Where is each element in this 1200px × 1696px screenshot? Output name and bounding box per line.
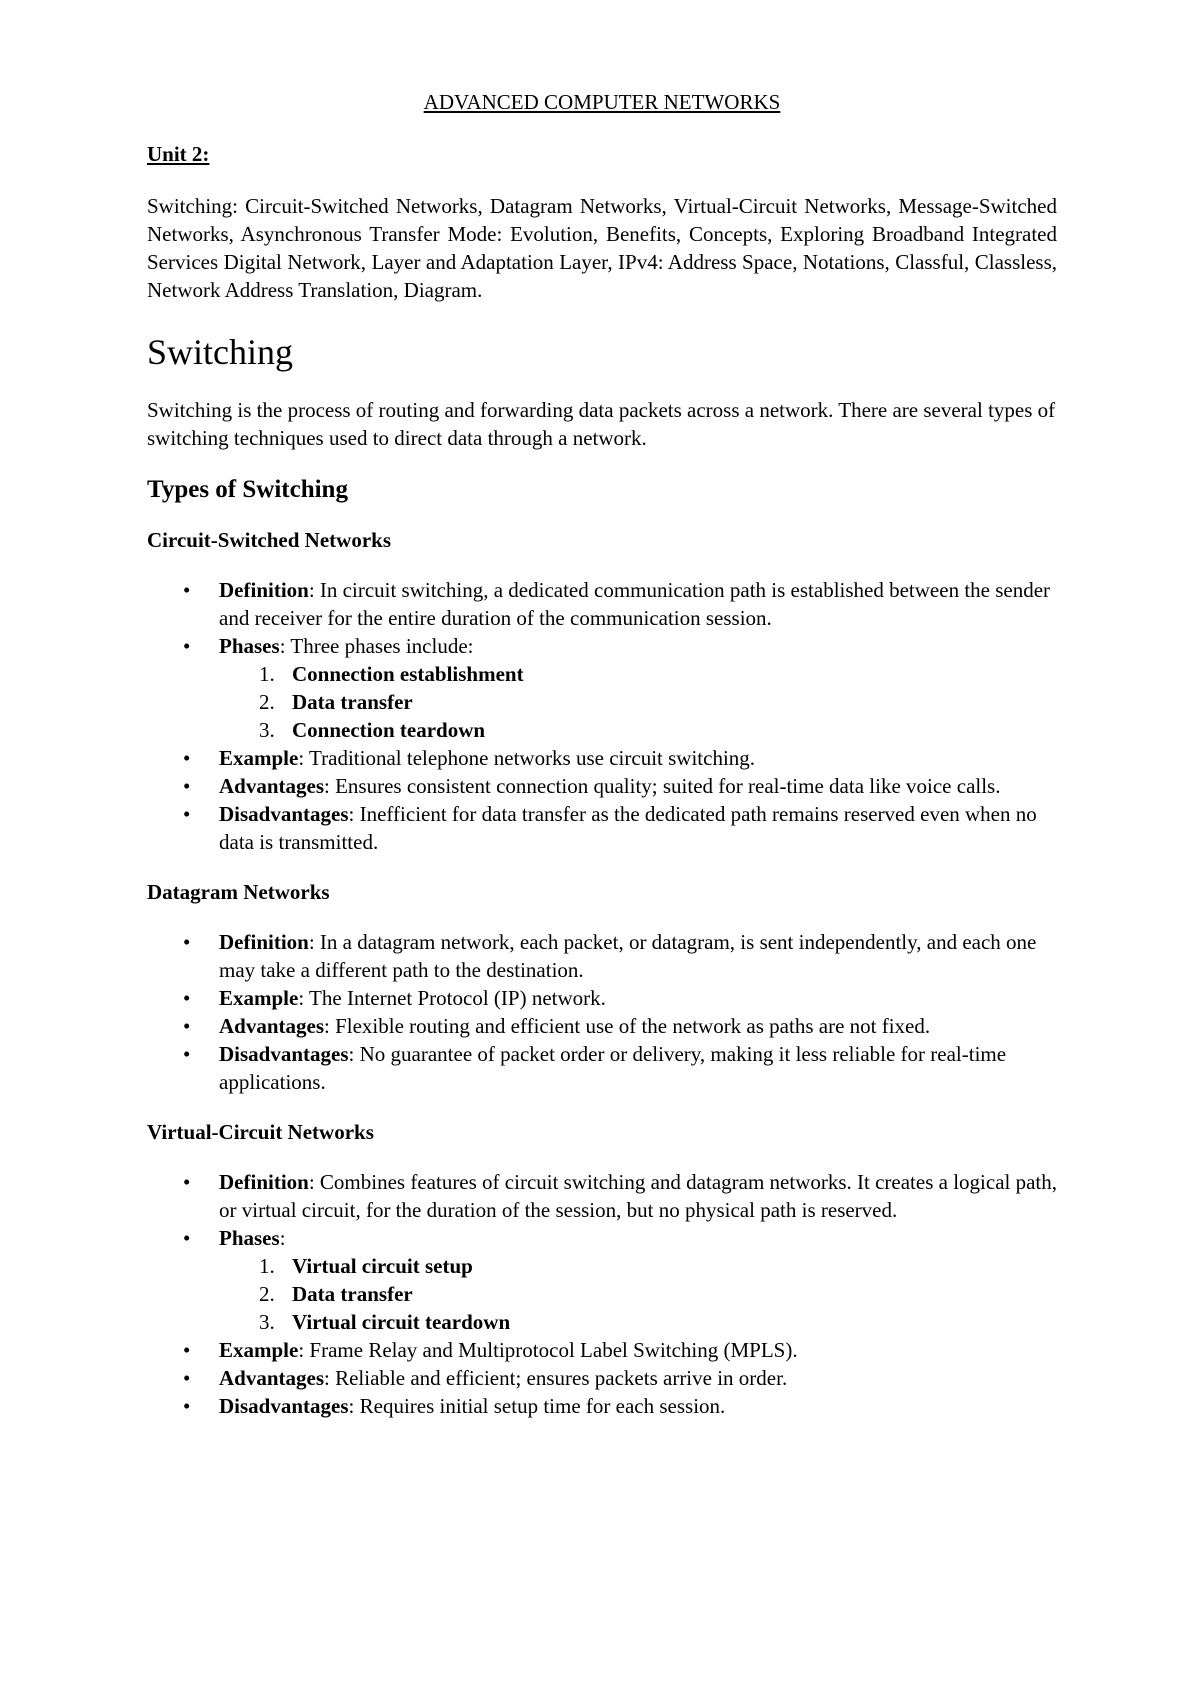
list-item (147, 1336, 1057, 1364)
example-label: Example (219, 746, 299, 770)
advantages-text: : Flexible routing and efficient use of the network as paths are not fixed. (324, 1014, 931, 1038)
phase-item (219, 688, 1057, 716)
datagram-heading: Datagram Networks (147, 880, 330, 904)
advantages-label: Advantages (219, 774, 325, 798)
phases-text: : Three phases include: (279, 634, 474, 658)
list-item (147, 1224, 1057, 1336)
list-item (147, 744, 1057, 772)
phases-text: : (279, 1226, 286, 1250)
disadvantages-label: Disadvantages (219, 1042, 349, 1066)
definition-label: Definition (219, 930, 309, 954)
document-title: ADVANCED COMPUTER NETWORKS (423, 90, 781, 114)
unit-label: Unit 2: (147, 142, 210, 166)
phases-label: Phases (219, 1226, 280, 1250)
definition-text: : In circuit switching, a dedicated communication path is established between the sender and receiver for the entire duration of the communication session. (219, 578, 1051, 630)
disadvantages-text: : Inefficient for data transfer as the dedicated path remains reserved even when no data is transmitted. (219, 802, 1037, 854)
datagram-list (147, 928, 1057, 1096)
list-item (147, 1012, 1057, 1040)
phase-label: Connection teardown (292, 718, 486, 742)
list-item (147, 1040, 1057, 1096)
example-text: : Frame Relay and Multiprotocol Label Switching (MPLS). (298, 1338, 798, 1362)
phase-item (219, 1308, 1057, 1336)
circuit-switched-heading: Circuit-Switched Networks (147, 528, 392, 552)
example-text: : The Internet Protocol (IP) network. (298, 986, 606, 1010)
types-of-switching-heading: Types of Switching (147, 476, 348, 503)
phase-label: Data transfer (292, 690, 413, 714)
definition-label: Definition (219, 1170, 309, 1194)
advantages-text: : Ensures consistent connection quality; suited for real-time data like voice calls. (324, 774, 1001, 798)
phase-number: 1. (259, 662, 275, 686)
advantages-label: Advantages (219, 1366, 325, 1390)
definition-text: : Combines features of circuit switching and datagram networks. It creates a logical path, or virtual circuit, for the duration of the session, but no physical path is reserved. (219, 1170, 1058, 1222)
example-label: Example (219, 986, 299, 1010)
switching-intro: Switching is the process of routing and forwarding data packets across a network. There are several types of switching techniques used to direct data through a network. (147, 398, 1056, 450)
phase-label: Virtual circuit teardown (292, 1310, 511, 1334)
phase-number: 2. (259, 1282, 275, 1306)
phase-number: 3. (259, 718, 275, 742)
list-item (147, 800, 1057, 856)
phase-number: 3. (259, 1310, 275, 1334)
list-item (147, 1364, 1057, 1392)
phase-item (219, 1252, 1057, 1280)
example-text: : Traditional telephone networks use circuit switching. (298, 746, 756, 770)
list-item (147, 772, 1057, 800)
circuit-switched-list (147, 576, 1057, 856)
advantages-text: : Reliable and efficient; ensures packets arrive in order. (324, 1366, 788, 1390)
document-page (147, 88, 1057, 1442)
list-item (147, 984, 1057, 1012)
phase-label: Virtual circuit setup (292, 1254, 473, 1278)
disadvantages-text: : Requires initial setup time for each session. (348, 1394, 726, 1418)
disadvantages-label: Disadvantages (219, 802, 349, 826)
virtual-circuit-list (147, 1168, 1057, 1420)
definition-text: : In a datagram network, each packet, or datagram, is sent independently, and each one may take a different path to the destination. (219, 930, 1037, 982)
list-item (147, 1392, 1057, 1420)
example-label: Example (219, 1338, 299, 1362)
switching-heading: Switching (147, 332, 294, 372)
phase-label: Connection establishment (292, 662, 524, 686)
phase-item (219, 1280, 1057, 1308)
list-item (147, 928, 1057, 984)
advantages-label: Advantages (219, 1014, 325, 1038)
disadvantages-text: : No guarantee of packet order or delivery, making it less reliable for real-time applications. (219, 1042, 1007, 1094)
virtual-phases-list (219, 1252, 1057, 1336)
disadvantages-label: Disadvantages (219, 1394, 349, 1418)
phase-label: Data transfer (292, 1282, 413, 1306)
phases-label: Phases (219, 634, 280, 658)
virtual-circuit-heading: Virtual-Circuit Networks (147, 1120, 374, 1144)
list-item (147, 632, 1057, 744)
circuit-phases-list (219, 660, 1057, 744)
phase-number: 1. (259, 1254, 275, 1278)
list-item (147, 576, 1057, 632)
phase-item (219, 660, 1057, 688)
syllabus-paragraph: Switching: Circuit-Switched Networks, Datagram Networks, Virtual-Circuit Networks, Message-Switched Networks, Asynchronous Transfer Mode: Evolution, Benefits, Concepts, Exploring Broadband Integrated Services Digital Network, Layer and Adaptation Layer, IPv4: Address Space, Notations, Classful, Classless, Network Address Translation, Diagram. (147, 194, 1057, 302)
list-item (147, 1168, 1057, 1224)
phase-item (219, 716, 1057, 744)
definition-label: Definition (219, 578, 309, 602)
phase-number: 2. (259, 690, 275, 714)
